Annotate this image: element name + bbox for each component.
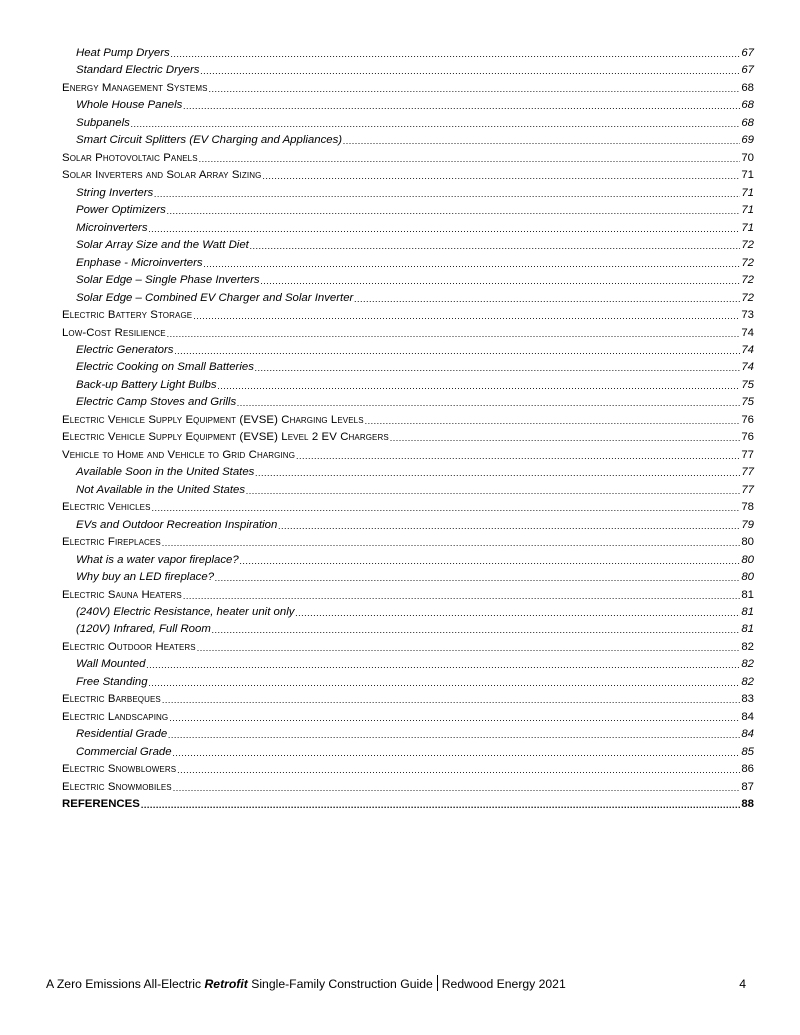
toc-entry-title: Electric Battery Storage xyxy=(62,309,193,322)
toc-entry[interactable] xyxy=(62,185,754,202)
toc-entry[interactable] xyxy=(62,342,754,359)
footer-separator xyxy=(437,975,438,991)
toc-dot-leader xyxy=(146,657,740,669)
toc-entry[interactable] xyxy=(62,621,754,638)
toc-entry[interactable] xyxy=(62,447,754,464)
toc-entry[interactable] xyxy=(62,569,754,586)
page-footer xyxy=(46,972,746,990)
toc-entry-title: Solar Edge – Combined EV Charger and Solar Inverter xyxy=(76,291,354,304)
toc-dot-leader xyxy=(197,640,741,652)
toc-entry-title: (120V) Infrared, Full Room xyxy=(76,623,211,636)
toc-entry-page: 71 xyxy=(741,204,754,217)
toc-dot-leader xyxy=(237,395,740,407)
toc-dot-leader xyxy=(240,553,741,565)
toc-dot-leader xyxy=(250,238,740,250)
toc-entry[interactable] xyxy=(62,377,754,394)
toc-entry-page: 76 xyxy=(741,431,754,444)
toc-dot-leader xyxy=(183,98,740,110)
toc-dot-leader xyxy=(255,465,740,477)
toc-entry-page: 82 xyxy=(741,640,754,653)
toc-dot-leader xyxy=(296,448,740,460)
toc-entry-page: 77 xyxy=(741,466,754,479)
toc-dot-leader xyxy=(183,588,741,600)
toc-entry[interactable] xyxy=(62,237,754,254)
toc-entry[interactable] xyxy=(62,604,754,621)
toc-entry-title: Enphase - Microinverters xyxy=(76,256,203,269)
toc-entry-page: 80 xyxy=(741,536,754,549)
toc-entry-page: 83 xyxy=(741,693,754,706)
toc-dot-leader xyxy=(212,622,740,634)
toc-dot-leader xyxy=(167,326,741,338)
toc-entry-title: Electric Snowmobiles xyxy=(62,780,172,793)
footer-guide-prefix: A Zero Emissions All-Electric xyxy=(46,977,205,991)
footer-guide-emphasis: Retrofit xyxy=(204,977,248,991)
toc-entry[interactable] xyxy=(62,80,754,97)
toc-entry-page: 84 xyxy=(741,728,754,741)
toc-entry[interactable] xyxy=(62,115,754,132)
toc-entry[interactable] xyxy=(62,464,754,481)
toc-entry-title: Electric Barbeques xyxy=(62,693,161,706)
toc-entry[interactable] xyxy=(62,761,754,778)
toc-dot-leader xyxy=(162,535,741,547)
toc-dot-leader xyxy=(278,518,740,530)
toc-entry[interactable] xyxy=(62,359,754,376)
toc-dot-leader xyxy=(199,151,741,163)
toc-entry-page: 80 xyxy=(741,553,754,566)
toc-entry[interactable] xyxy=(62,429,754,446)
toc-entry-page: 88 xyxy=(741,798,754,811)
toc-dot-leader xyxy=(169,710,740,722)
toc-entry-page: 71 xyxy=(741,221,754,234)
toc-dot-leader xyxy=(167,203,740,215)
toc-entry[interactable] xyxy=(62,499,754,516)
toc-entry[interactable] xyxy=(62,779,754,796)
toc-entry-title: Electric Sauna Heaters xyxy=(62,588,182,601)
toc-entry-title: Vehicle to Home and Vehicle to Grid Charging xyxy=(62,448,296,461)
toc-entry-title: Heat Pump Dryers xyxy=(76,47,170,59)
toc-entry-title: (240V) Electric Resistance, heater unit only xyxy=(76,606,295,618)
toc-entry-page: 69 xyxy=(741,134,754,147)
toc-entry[interactable] xyxy=(62,255,754,272)
toc-entry-page: 81 xyxy=(741,606,754,618)
toc-entry-title: Back-up Battery Light Bulbs xyxy=(76,378,217,391)
toc-dot-leader xyxy=(390,430,741,442)
footer-guide-title xyxy=(46,977,433,991)
toc-entry-page: 86 xyxy=(741,763,754,776)
toc-entry-page: 72 xyxy=(741,291,754,304)
toc-dot-leader xyxy=(200,63,740,75)
toc-entry-title: What is a water vapor fireplace? xyxy=(76,553,239,566)
toc-entry-title: Electric Vehicles xyxy=(62,501,151,514)
toc-entry-page: 68 xyxy=(741,99,754,112)
toc-dot-leader xyxy=(131,116,740,128)
toc-dot-leader xyxy=(173,745,741,757)
toc-entry-title: Not Available in the United States xyxy=(76,483,246,496)
toc-entry[interactable] xyxy=(62,202,754,219)
toc-entry-page: 71 xyxy=(741,186,754,199)
toc-entry-title: Electric Fireplaces xyxy=(62,536,161,549)
toc-entry[interactable] xyxy=(62,709,754,726)
toc-entry[interactable] xyxy=(62,412,754,429)
toc-entry-page: 72 xyxy=(741,274,754,287)
toc-entry-title: Subpanels xyxy=(76,116,130,129)
toc-entry-title: EVs and Outdoor Recreation Inspiration xyxy=(76,518,278,531)
toc-entry[interactable] xyxy=(62,656,754,673)
toc-entry[interactable] xyxy=(62,552,754,569)
toc-entry-page: 77 xyxy=(741,448,754,461)
toc-entry[interactable] xyxy=(62,394,754,411)
toc-entry[interactable] xyxy=(62,482,754,499)
toc-entry-title: Smart Circuit Splitters (EV Charging and Appliances) xyxy=(76,134,343,147)
toc-entry-page: 81 xyxy=(741,623,754,636)
footer-organization: Redwood Energy 2021 xyxy=(441,977,566,991)
toc-entry[interactable] xyxy=(62,744,754,761)
footer-guide-suffix: Single-Family Construction Guide xyxy=(247,977,433,991)
toc-dot-leader xyxy=(162,692,740,704)
toc-dot-leader xyxy=(218,378,741,390)
toc-entry-title: Electric Vehicle Supply Equipment (EVSE) Charging Levels xyxy=(62,413,364,426)
toc-entry-title: Solar Array Size and the Watt Diet xyxy=(76,239,249,252)
toc-entry-page: 73 xyxy=(741,309,754,322)
toc-entry-title: Free Standing xyxy=(76,675,148,688)
toc-entry-page: 67 xyxy=(741,47,754,59)
toc-entry-page: 80 xyxy=(741,571,754,584)
toc-dot-leader xyxy=(262,168,740,180)
toc-entry[interactable] xyxy=(62,796,754,813)
toc-entry-title: String Inverters xyxy=(76,186,154,199)
toc-entry-title: REFERENCES xyxy=(62,798,140,811)
toc-entry-page: 72 xyxy=(741,239,754,252)
toc-entry[interactable] xyxy=(62,674,754,691)
toc-entry-title: Solar Inverters and Solar Array Sizing xyxy=(62,169,262,182)
toc-entry-page: 77 xyxy=(741,483,754,496)
toc-entry-title: Available Soon in the United States xyxy=(76,466,255,479)
toc-dot-leader xyxy=(173,780,741,792)
toc-entry-title: Residential Grade xyxy=(76,728,168,741)
toc-entry-title: Electric Cooking on Small Batteries xyxy=(76,361,254,374)
toc-entry-page: 82 xyxy=(741,675,754,688)
toc-entry[interactable] xyxy=(62,691,754,708)
toc-dot-leader xyxy=(193,308,740,320)
toc-entry-title: Microinverters xyxy=(76,221,148,234)
toc-entry-title: Energy Management Systems xyxy=(62,81,208,94)
toc-entry-title: Commercial Grade xyxy=(76,745,172,758)
toc-dot-leader xyxy=(141,797,740,809)
toc-dot-leader xyxy=(204,256,741,268)
toc-dot-leader xyxy=(175,343,741,355)
table-of-contents xyxy=(62,45,754,814)
toc-entry-page: 68 xyxy=(741,116,754,129)
toc-entry[interactable] xyxy=(62,325,754,342)
toc-entry-page: 70 xyxy=(741,151,754,164)
toc-dot-leader xyxy=(343,133,740,145)
toc-entry-page: 81 xyxy=(741,588,754,601)
toc-entry-page: 82 xyxy=(741,658,754,671)
toc-dot-leader xyxy=(177,762,740,774)
toc-dot-leader xyxy=(171,46,741,58)
toc-dot-leader xyxy=(246,483,740,495)
toc-entry[interactable] xyxy=(62,639,754,656)
toc-entry[interactable] xyxy=(62,97,754,114)
toc-dot-leader xyxy=(152,500,741,512)
toc-entry-title: Solar Edge – Single Phase Inverters xyxy=(76,274,260,287)
toc-entry-page: 74 xyxy=(741,361,754,374)
toc-dot-leader xyxy=(215,570,740,582)
toc-entry[interactable] xyxy=(62,272,754,289)
footer-page-number: 4 xyxy=(739,977,746,991)
toc-entry-page: 79 xyxy=(741,518,754,531)
toc-entry-title: Whole House Panels xyxy=(76,99,183,112)
toc-dot-leader xyxy=(154,186,740,198)
toc-entry-page: 74 xyxy=(741,326,754,339)
toc-entry-title: Low-Cost Resilience xyxy=(62,326,166,339)
toc-entry-title: Why buy an LED fireplace? xyxy=(76,571,215,584)
toc-entry-page: 75 xyxy=(741,378,754,391)
toc-entry-page: 75 xyxy=(741,396,754,409)
toc-entry-title: Electric Outdoor Heaters xyxy=(62,640,196,653)
toc-entry[interactable] xyxy=(62,45,754,62)
toc-entry[interactable] xyxy=(62,220,754,237)
toc-dot-leader xyxy=(168,727,740,739)
toc-dot-leader xyxy=(149,221,741,233)
toc-entry-page: 76 xyxy=(741,413,754,426)
toc-entry-title: Electric Generators xyxy=(76,343,174,356)
toc-dot-leader xyxy=(255,360,740,372)
toc-entry-title: Electric Vehicle Supply Equipment (EVSE) Level 2 EV Chargers xyxy=(62,431,389,444)
toc-dot-leader xyxy=(354,291,740,303)
toc-entry-page: 85 xyxy=(741,745,754,758)
toc-dot-leader xyxy=(149,675,741,687)
toc-entry[interactable] xyxy=(62,167,754,184)
toc-entry-title: Standard Electric Dryers xyxy=(76,64,200,77)
toc-entry-page: 68 xyxy=(741,81,754,94)
toc-entry-page: 84 xyxy=(741,710,754,723)
toc-dot-leader xyxy=(365,413,741,425)
toc-entry[interactable] xyxy=(62,517,754,534)
toc-entry-page: 87 xyxy=(741,780,754,793)
toc-entry-title: Wall Mounted xyxy=(76,658,146,671)
toc-entry[interactable] xyxy=(62,150,754,167)
toc-entry[interactable] xyxy=(62,62,754,79)
toc-dot-leader xyxy=(295,605,740,617)
toc-entry-title: Electric Camp Stoves and Grills xyxy=(76,396,237,409)
toc-entry-title: Electric Snowblowers xyxy=(62,763,177,776)
toc-entry-title: Power Optimizers xyxy=(76,204,166,217)
toc-entry[interactable] xyxy=(62,534,754,551)
toc-entry-page: 78 xyxy=(741,501,754,514)
toc-entry-page: 71 xyxy=(741,169,754,182)
toc-entry-page: 67 xyxy=(741,64,754,77)
toc-entry-title: Electric Landscaping xyxy=(62,710,169,723)
toc-entry[interactable] xyxy=(62,290,754,307)
toc-entry[interactable] xyxy=(62,132,754,149)
toc-entry[interactable] xyxy=(62,726,754,743)
toc-entry-page: 74 xyxy=(741,343,754,356)
toc-entry-page: 72 xyxy=(741,256,754,269)
toc-dot-leader xyxy=(261,273,741,285)
toc-entry[interactable] xyxy=(62,587,754,604)
toc-entry[interactable] xyxy=(62,307,754,324)
toc-entry-title: Solar Photovoltaic Panels xyxy=(62,151,198,164)
toc-dot-leader xyxy=(209,81,741,93)
